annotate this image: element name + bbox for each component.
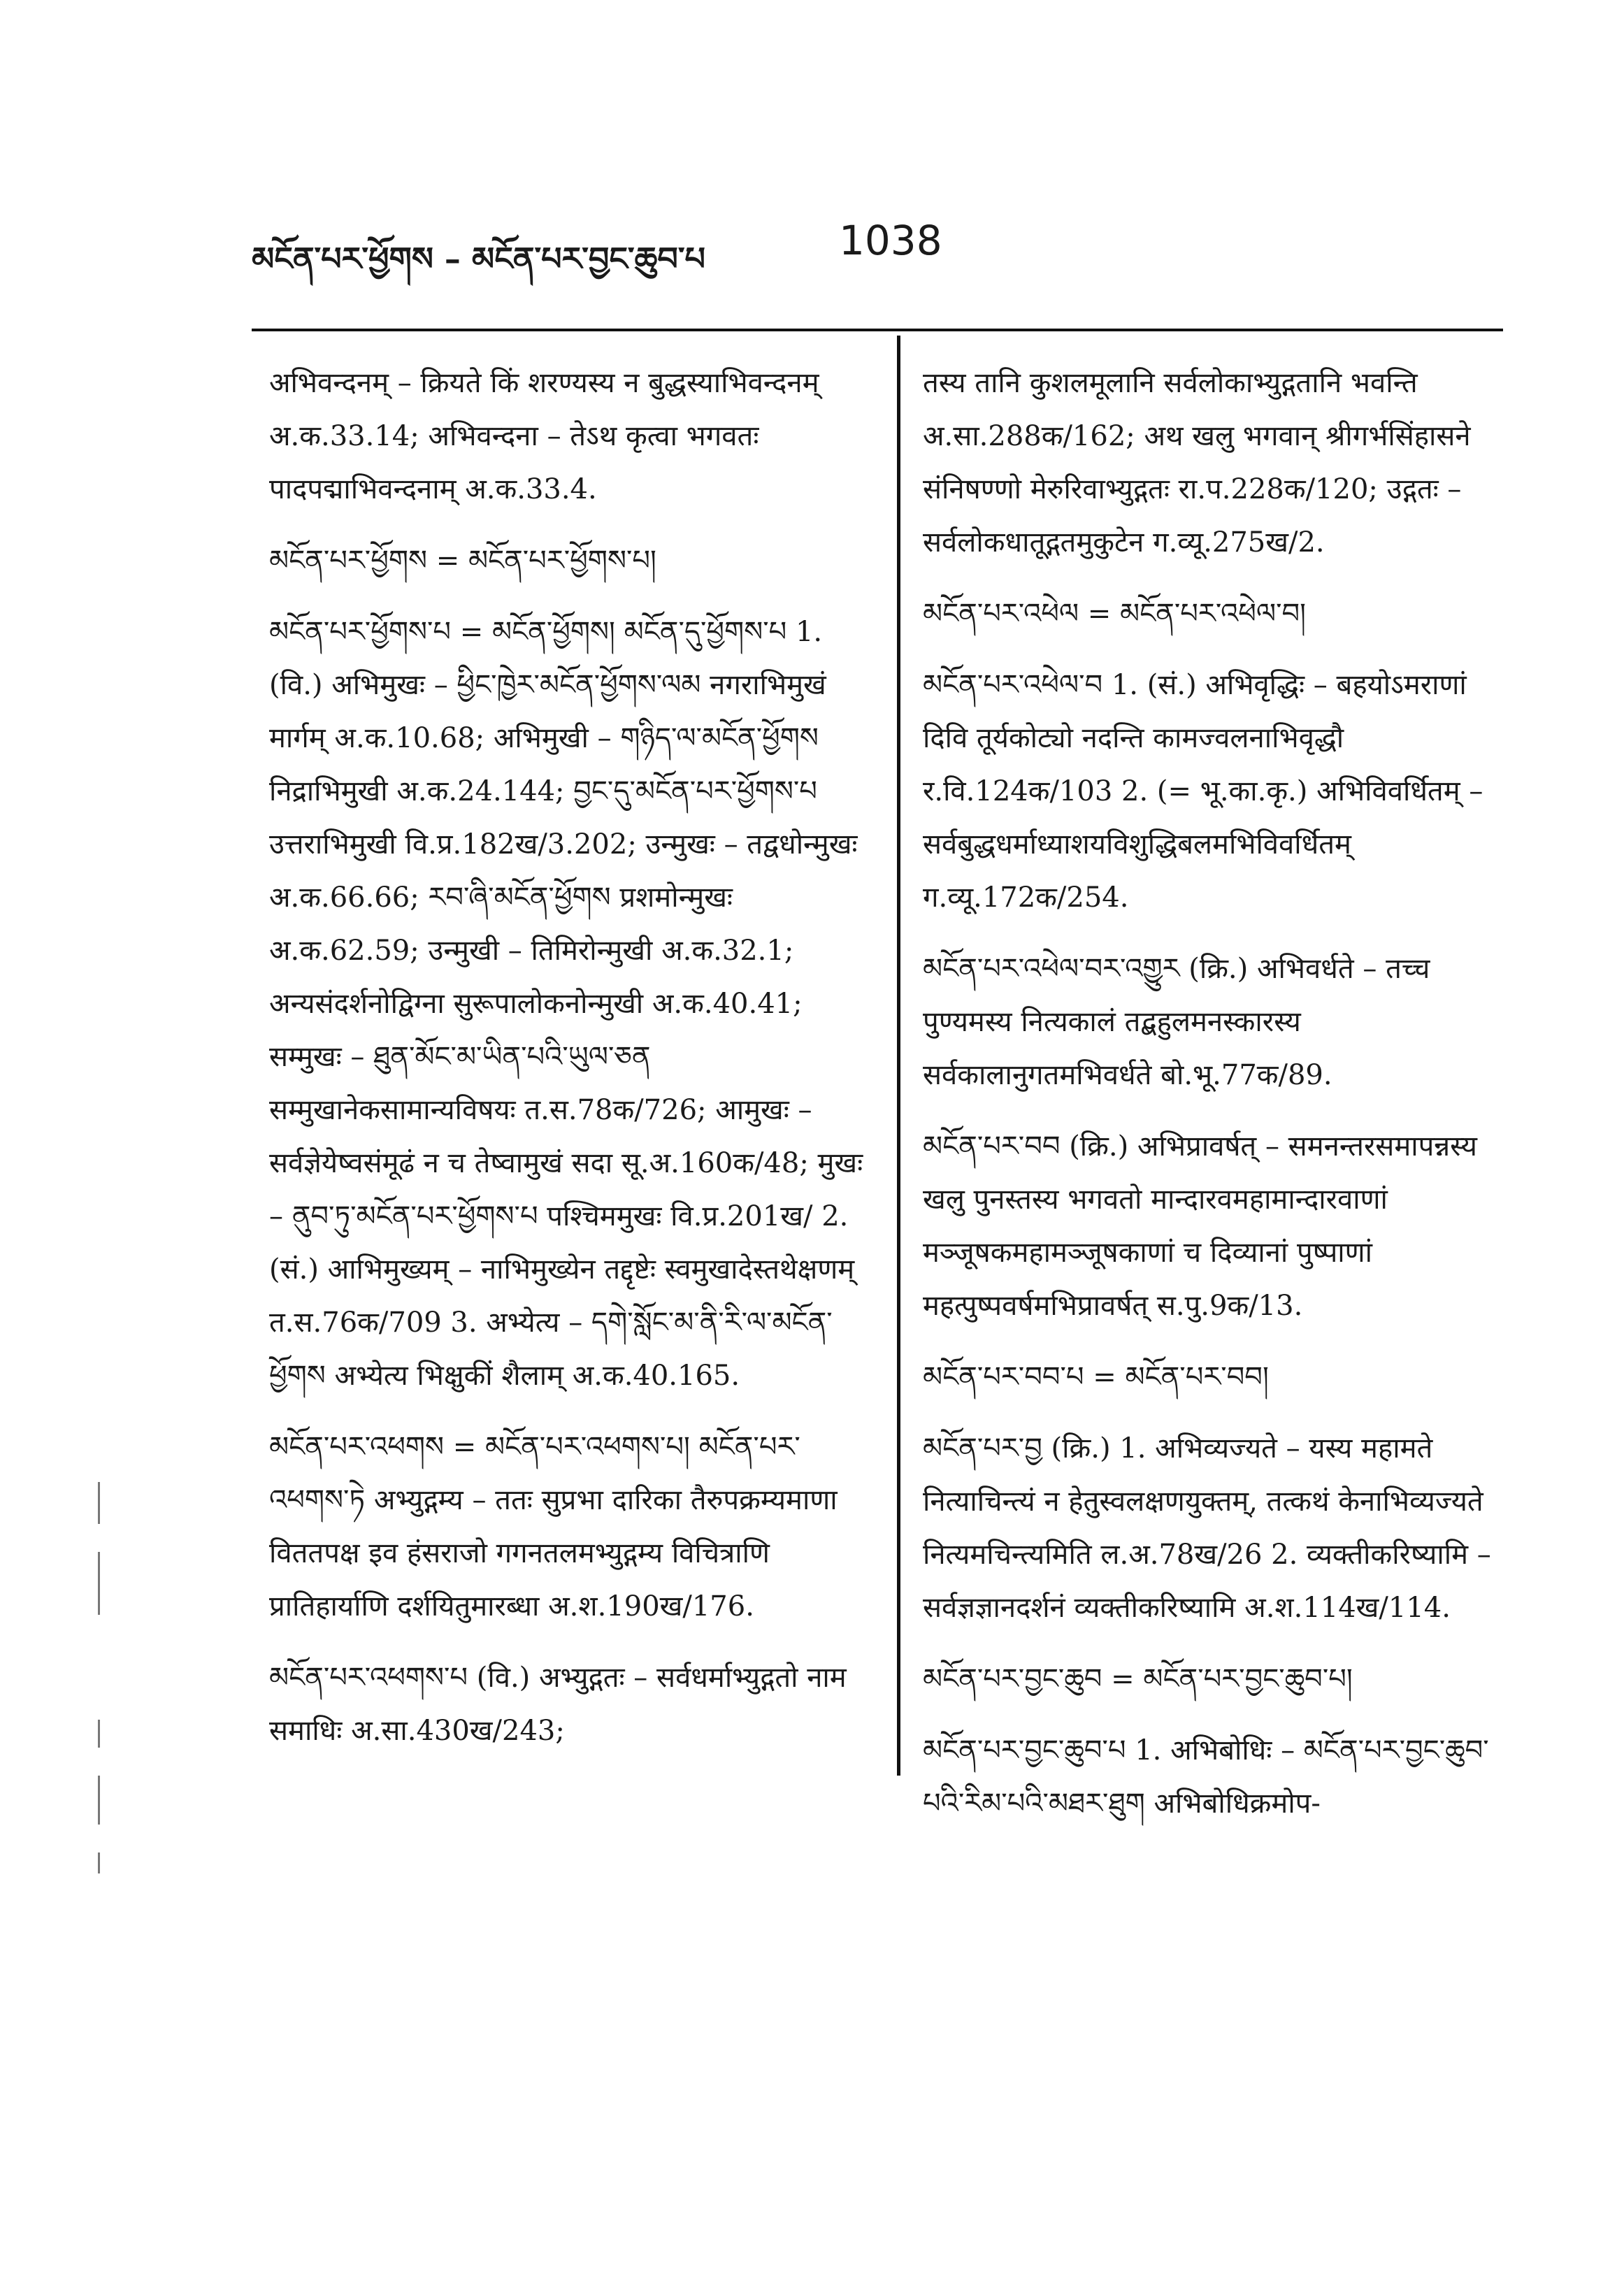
- page-number: 1038: [839, 217, 942, 264]
- entry-ngon-par-byang-chub-pa: མངོན་པར་བྱང་ཆུབ་པ 1. अभिबोधिः – མངོན་པར་བྱང་ཆུབ་པའི་རིམ་པའི་མཐར་ཐུག अभिबोधिक्रमोप-: [923, 1734, 1489, 1820]
- scan-mark: [98, 1776, 100, 1825]
- scan-mark: [98, 1852, 100, 1873]
- scan-mark: [98, 1552, 100, 1615]
- entry-abhivandanam: अभिवन्दनम् – क्रियते किं शरण्यस्य न बुद्धस्याभिवन्दनम् अ.क.33.14; अभिवन्दना – तेऽथ कृत्वा भगवतः पादपद्माभिवन्दनाम् अ.क.33.4.: [269, 367, 819, 505]
- entry-ngon-par-bya: མངོན་པར་བྱ (क्रि.) 1. अभिव्यज्यते – यस्य महामते नित्याचिन्त्यं न हेतुस्वलक्षणयुक्तम्, तत्कथं केनाभिव्यज्यते नित्यमचिन्त्यमिति ल.अ.78ख/26 2. व्यक्तीकरिष्यामि – सर्वज्ञज्ञानदर्शनं व्यक्तीकरिष्यामि अ.श.114ख/114.: [923, 1432, 1491, 1624]
- entry-continuation: तस्य तानि कुशलमूलानि सर्वलोकाभ्युद्गतानि भवन्ति अ.सा.288क/162; अथ खलु भगवान् श्रीगर्भसिंहासने संनिषण्णो मेरुरिवाभ्युद्गतः रा.प.228क/120; उद्गतः – सर्वलोकधातूद्गतमुकुटेन ग.व्यू.275ख/2.: [923, 367, 1471, 559]
- scan-mark: [98, 1482, 100, 1524]
- entry-ngon-par-phel-ba: མངོན་པར་འཕེལ་བ 1. (सं.) अभिवृद्धिः – बहयोऽमराणां दिवि तूर्यकोट्यो नदन्ति कामज्वलनाभिवृद्धौ र.वि.124क/103 2. (= भू.का.कृ.) अभिविवर्धितम् – सर्वबुद्धधर्माध्याशयविशुद्धिबलमभिविवर्धितम् ग.व्यू.172क/254.: [923, 669, 1483, 914]
- right-column: [923, 357, 1503, 1848]
- entry-ngon-par-phags: མངོན་པར་འཕགས = མངོན་པར་འཕགས་པ། མངོན་པར་འཕགས་ཏེ अभ्युद्गम्य – ततः सुप्रभा दारिका तैरुपक्रम्यमाणा विततपक्ष इव हंसराजो गगनतलमभ्युद्गम्य विचित्राणि प्रातिहार्याणि दर्शयितुमारब्धा अ.श.190ख/176.: [269, 1431, 838, 1623]
- entry-ngon-par-phel: མངོན་པར་འཕེལ = མངོན་པར་འཕེལ་བ།: [923, 598, 1307, 630]
- scan-mark: [98, 1720, 100, 1748]
- entry-ngon-par-bab: མངོན་པར་བབ (क्रि.) अभिप्रावर्षत् – समनन्तरसमापन्नस्य खलु पुनस्तस्य भगवतो मान्दारवमहामान्दारवाणां मञ्जूषकमहामञ्जूषकाणां च दिव्यानां पुष्पाणां महत्पुष्पवर्षमभिप्रावर्षत् स.पु.9क/13.: [923, 1130, 1477, 1322]
- margin-scan-marks: [98, 1482, 126, 1901]
- entry-ngon-par-phyogs-pa: མངོན་པར་ཕྱོགས་པ = མངོན་ཕྱོགས། མངོན་དུ་ཕྱོགས་པ 1. (वि.) अभिमुखः – ཕྱིང་ཁྱེར་མངོན་ཕྱོགས་ལམ नगराभिमुखं मार्गम् अ.क.10.68; अभिमुखी – གཉིད་ལ་མངོན་ཕྱོགས निद्राभिमुखी अ.क.24.144; བྱང་དུ་མངོན་པར་ཕྱོགས་པ उत्तराभिमुखी वि.प्र.182ख/3.202; उन्मुखः – तद्वधोन्मुखः अ.क.66.66; རབ་ཞི་མངོན་ཕྱོགས प्रशमोन्मुखः अ.क.62.59; उन्मुखी – तिमिरोन्मुखी अ.क.32.1; अन्यसंदर्शनोद्विग्ना सुरूपालोकनोन्मुखी अ.क.40.41; सम्मुखः – ཐུན་མོང་མ་ཡིན་པའི་ཡུལ་ཅན सम्मुखानेकसामान्यविषयः त.स.78क/726; आमुखः – सर्वज्ञेयेष्वसंमूढं न च तेष्वामुखं सदा सू.अ.160क/48; मुखः – ནུབ་ཏུ་མངོན་པར་ཕྱོགས་པ पश्चिममुखः वि.प्र.201ख/ 2. (सं.) आभिमुख्यम् – नाभिमुख्येन तद्दृष्टेः स्वमुखादेस्तथेक्षणम् त.स.76क/709 3. अभ्येत्य – དགེ་སློང་མ་ནི་རི་ལ་མངོན་ཕྱོགས अभ्येत्य भिक्षुकीं शैलाम् अ.क.40.165.: [269, 616, 863, 1392]
- entry-ngon-par-phags-pa: མངོན་པར་འཕགས་པ (वि.) अभ्युद्गतः – सर्वधर्माभ्युद्गतो नाम समाधिः अ.सा.430ख/243;: [269, 1662, 847, 1747]
- left-column: [269, 357, 870, 1776]
- column-divider: [897, 336, 900, 1776]
- header-rule: [252, 329, 1503, 331]
- page-header: [252, 217, 1510, 280]
- entry-ngon-par-phel-bar-gyur: མངོན་པར་འཕེལ་བར་འགྱུར (क्रि.) अभिवर्धते – तच्च पुण्यमस्य नित्यकालं तद्बहुलमनस्कारस्य सर्वकालानुगतमभिवर्धते बो.भू.77क/89.: [923, 953, 1430, 1091]
- entry-ngon-par-bab-pa: མངོན་པར་བབ་པ = མངོན་པར་བབ།: [923, 1361, 1269, 1393]
- entry-ngon-par-phyogs: མངོན་པར་ཕྱོགས = མངོན་པར་ཕྱོགས་པ།: [269, 545, 656, 577]
- running-head: མངོན་པར་ཕྱོགས – མངོན་པར་བྱང་ཆུབ་པ: [252, 240, 705, 278]
- entry-ngon-par-byang-chub: མངོན་པར་བྱང་ཆུབ = མངོན་པར་བྱང་ཆུབ་པ།: [923, 1663, 1353, 1695]
